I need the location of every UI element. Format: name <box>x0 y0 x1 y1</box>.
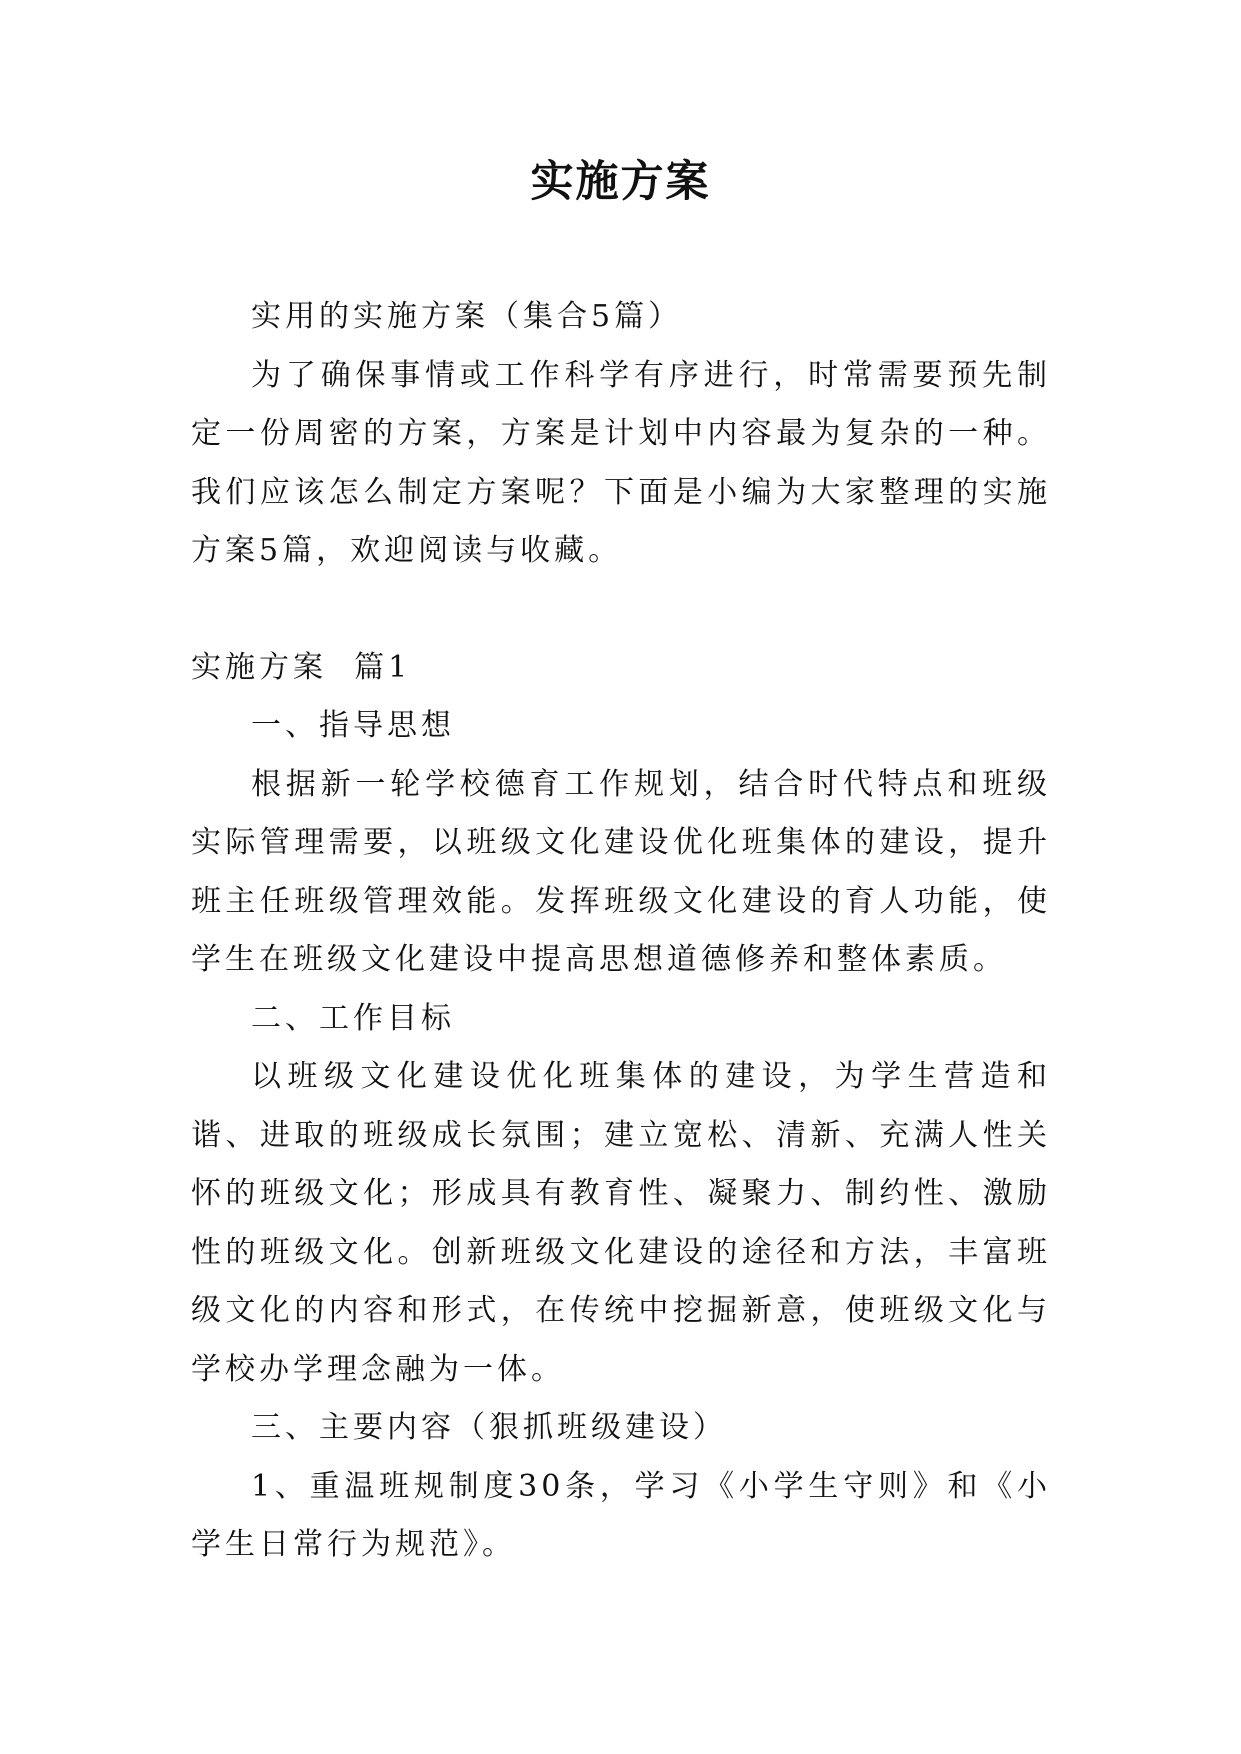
document-title: 实施方案 <box>530 157 711 207</box>
paragraph-guiding-ideology: 根据新一轮学校德育工作规划，结合时代特点和班级实际管理需要，以班级文化建设优化班集体的建设，提升班主任班级管理效能。发挥班级文化建设的育人功能，使学生在班级文化建设中提高思想道德修养和整体素质。 <box>191 766 1051 977</box>
heading-work-goals: 二、工作目标 <box>251 1000 455 1036</box>
document-body <box>191 288 1051 1575</box>
intro-paragraph: 为了确保事情或工作科学有序进行，时常需要预先制定一份周密的方案，方案是计划中内容最为复杂的一种。我们应该怎么制定方案呢？下面是小编为大家整理的实施方案5篇，欢迎阅读与收藏。 <box>191 357 1051 568</box>
heading-guiding-ideology: 一、指导思想 <box>251 708 455 743</box>
section-heading: 实施方案 篇1 <box>191 649 412 685</box>
heading-main-content: 三、主要内容（狠抓班级建设） <box>251 1410 727 1445</box>
document-subtitle: 实用的实施方案（集合5篇） <box>251 299 683 334</box>
paragraph-main-content-item-1: 1、重温班规制度30条，学习《小学生守则》和《小学生日常行为规范》。 <box>191 1468 1051 1562</box>
paragraph-work-goals: 以班级文化建设优化班集体的建设，为学生营造和谐、进取的班级成长氛围；建立宽松、清新、充满人性关怀的班级文化；形成具有教育性、凝聚力、制约性、激励性的班级文化。创新班级文化建设的途径和方法，丰富班级文化的内容和形式，在传统中挖掘新意，使班级文化与学校办学理念融为一体。 <box>191 1059 1051 1387</box>
blank-line <box>191 581 1051 639</box>
